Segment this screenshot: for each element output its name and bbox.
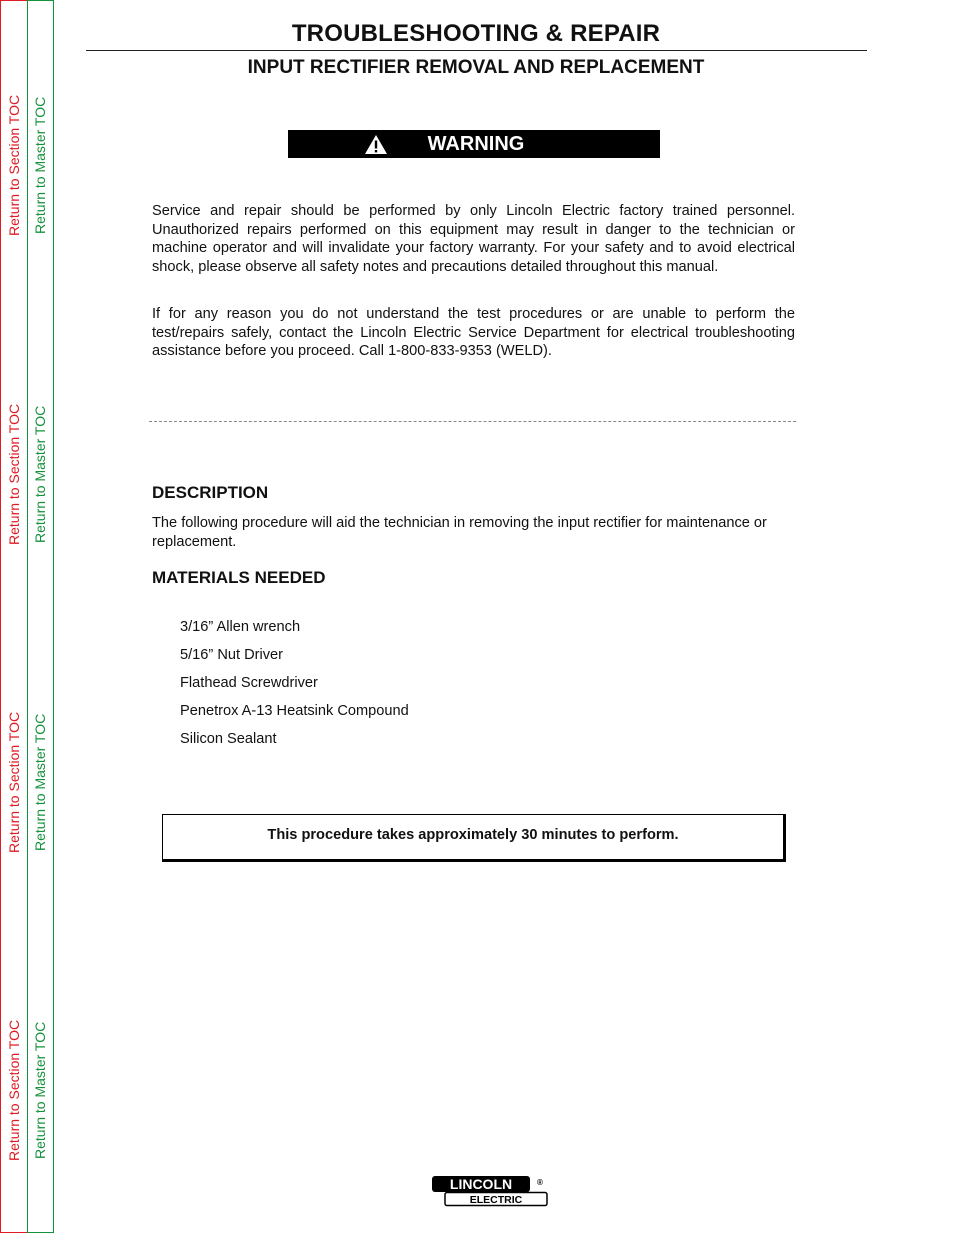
return-to-master-toc-link-1[interactable]: Return to Master TOC (32, 96, 48, 234)
svg-text:®: ® (537, 1178, 543, 1187)
title-divider (86, 50, 867, 51)
return-to-master-toc-link-2[interactable]: Return to Master TOC (32, 405, 48, 543)
materials-list (180, 618, 409, 758)
return-to-section-toc-link-2[interactable]: Return to Section TOC (6, 403, 22, 545)
return-to-section-toc-link-3[interactable]: Return to Section TOC (6, 711, 22, 853)
list-item: 3/16” Allen wrench (180, 619, 301, 635)
svg-text:ELECTRIC: ELECTRIC (469, 1194, 523, 1206)
warning-paragraph-1: Service and repair should be performed by only Lincoln Electric factory trained personnel. Unauthorized repairs performed on this equipment may result in danger to the technician or machine operator and will invalidate your factory warranty. For your safety and to avoid electrical shock, please observe all safety notes and precautions detailed throughout this manual. (152, 203, 795, 276)
procedure-time-text: This procedure takes approximately 30 minutes to perform. (267, 827, 679, 843)
procedure-time-box (162, 814, 786, 862)
warning-label: WARNING (427, 132, 525, 155)
page-title: TROUBLESHOOTING & REPAIR (291, 20, 661, 47)
return-to-master-toc-link-4[interactable]: Return to Master TOC (32, 1021, 48, 1159)
list-item: 5/16” Nut Driver (180, 647, 283, 663)
materials-heading: MATERIALS NEEDED (152, 568, 326, 587)
warning-banner (288, 130, 660, 158)
description-text: The following procedure will aid the technician in removing the input rectifier for maintenance or replacement. (152, 515, 767, 550)
list-item: Penetrox A-13 Heatsink Compound (180, 703, 409, 719)
description-heading: DESCRIPTION (152, 483, 269, 502)
warning-paragraph-2: If for any reason you do not understand the test procedures or are unable to perform the test/repairs safely, contact the Lincoln Electric Service Department for electrical troubleshooting assistance before you proceed. Call 1-800-833-9353 (WELD). (152, 306, 795, 360)
svg-text:LINCOLN: LINCOLN (449, 1176, 513, 1192)
return-to-section-toc-link-1[interactable]: Return to Section TOC (6, 94, 22, 236)
return-to-section-toc-link-4[interactable]: Return to Section TOC (6, 1019, 22, 1161)
section-divider (149, 421, 796, 422)
page-subtitle: INPUT RECTIFIER REMOVAL AND REPLACEMENT (247, 57, 705, 78)
list-item: Flathead Screwdriver (180, 675, 318, 691)
lincoln-electric-logo (431, 1174, 549, 1208)
list-item: Silicon Sealant (180, 731, 277, 747)
return-to-master-toc-link-3[interactable]: Return to Master TOC (32, 713, 48, 851)
warning-triangle-icon (364, 134, 388, 155)
